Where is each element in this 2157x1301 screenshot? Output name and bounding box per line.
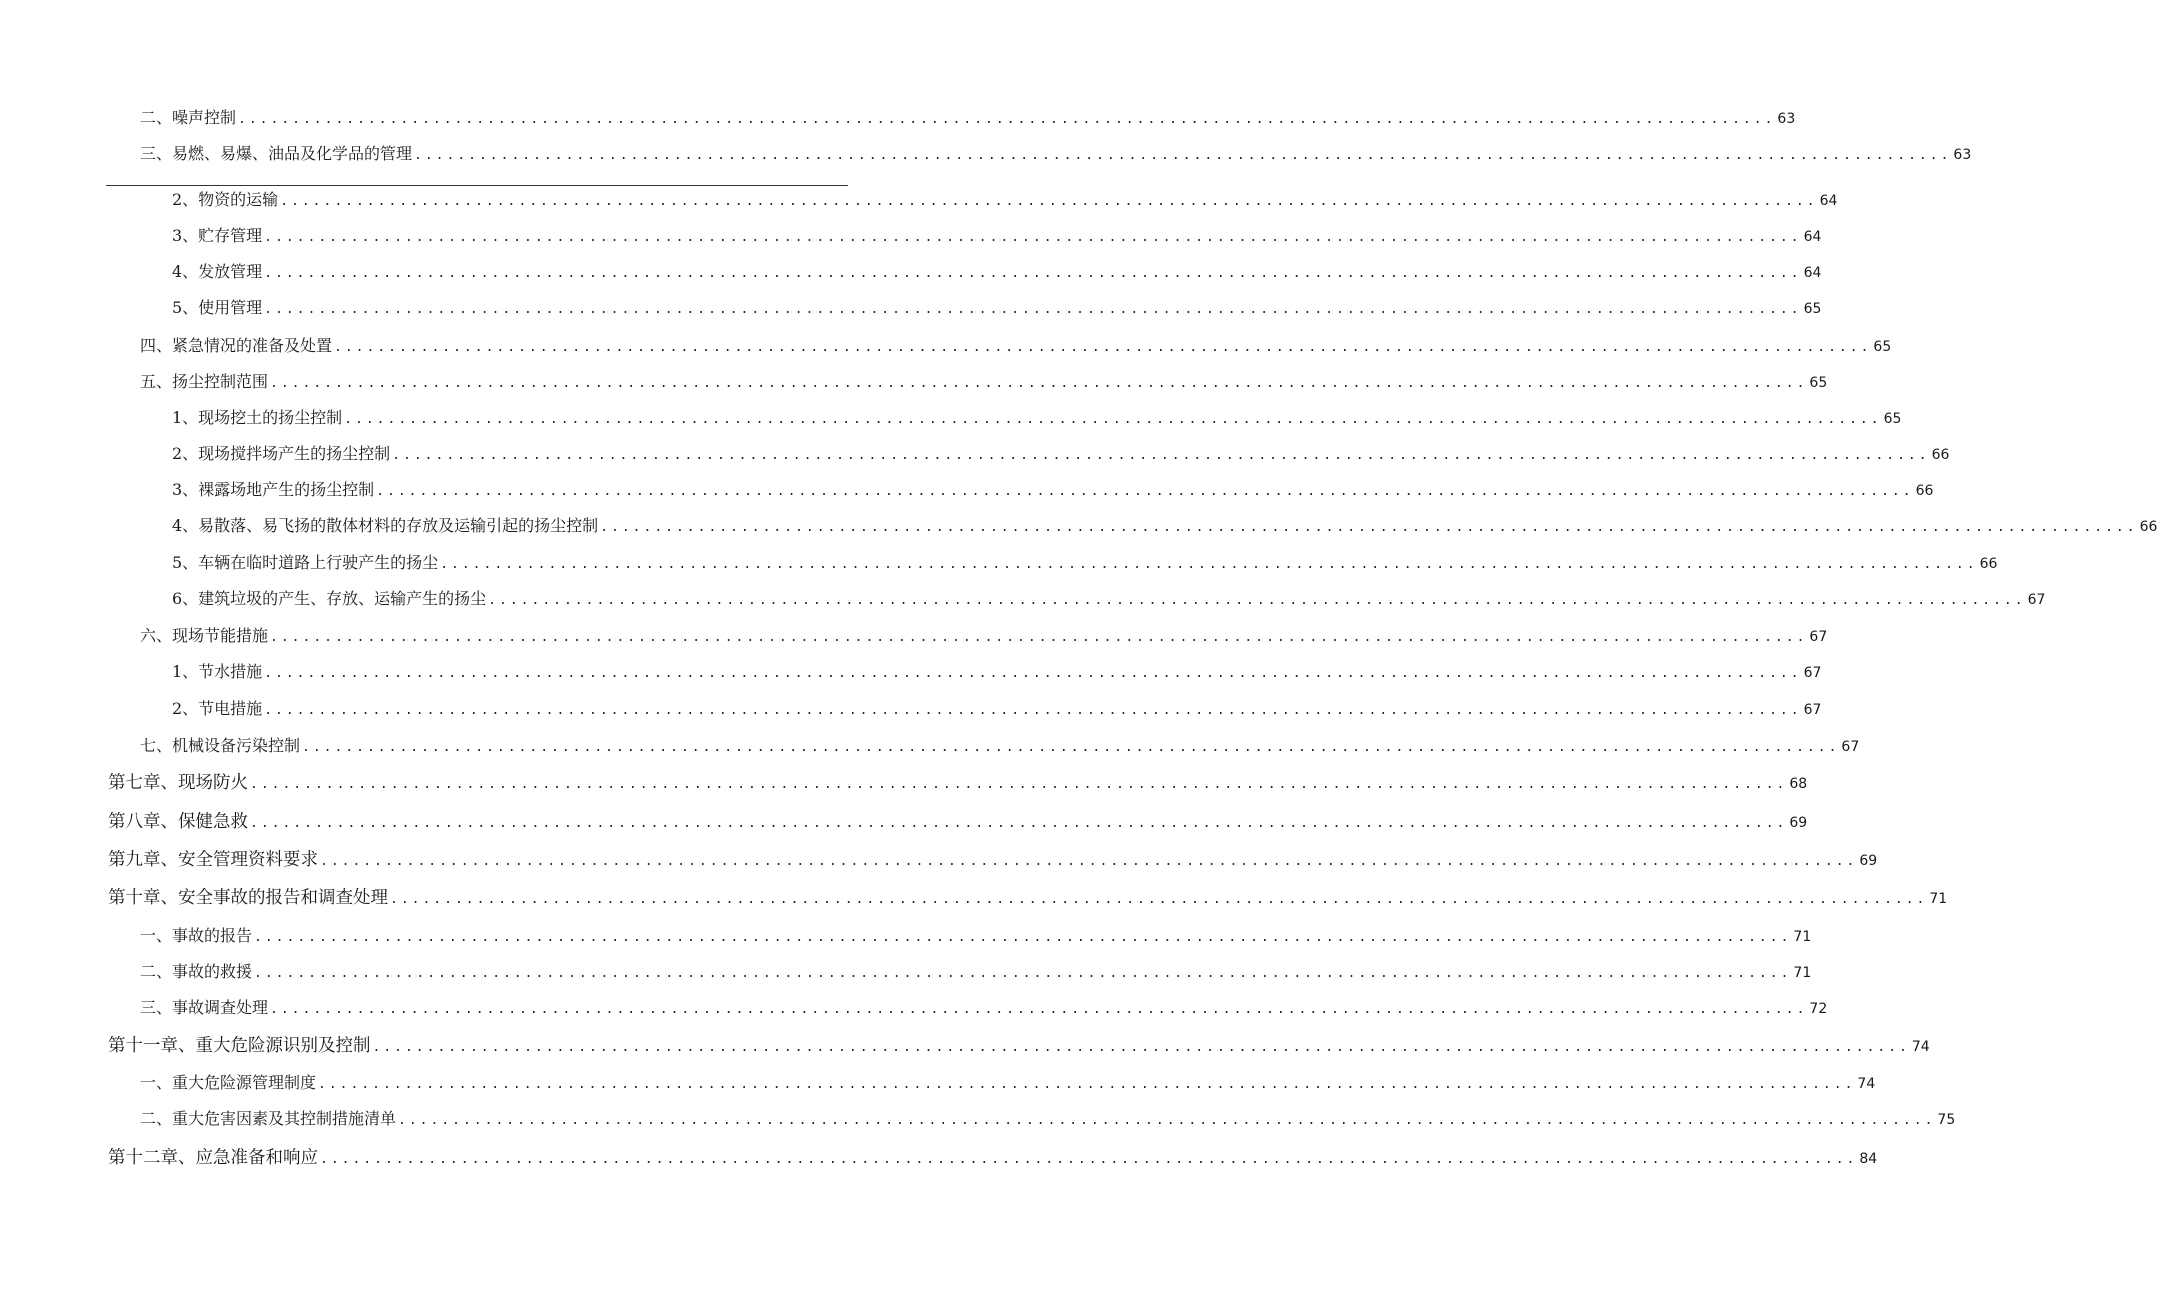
toc-entry-title: 1、节水措施 <box>172 662 263 681</box>
toc-entry-page: 63 <box>1953 147 1972 163</box>
toc-entry-title: 第八章、保健急救 <box>108 812 248 832</box>
toc-leader: .............................................................................................................................................. <box>270 1002 1808 1017</box>
toc-entry[interactable] <box>172 442 1950 466</box>
toc-entry-page: 67 <box>2027 592 2046 608</box>
toc-entry-title: 第十章、安全事故的报告和调查处理 <box>108 888 388 908</box>
toc-entry[interactable] <box>140 370 1828 394</box>
toc-entry[interactable] <box>172 188 1838 212</box>
toc-entry-title: 二、噪声控制 <box>140 108 237 127</box>
toc-leader: .............................................................................................................................................. <box>344 412 1882 427</box>
toc-entry[interactable] <box>172 406 1902 430</box>
toc-entry-page: 74 <box>1911 1039 1930 1055</box>
toc-leader: .............................................................................................................................................. <box>270 630 1808 645</box>
toc-entry-page: 64 <box>1803 265 1822 281</box>
toc-leader: .............................................................................................................................................. <box>318 1077 1856 1092</box>
toc-entry-page: 69 <box>1859 853 1878 869</box>
toc-entry[interactable] <box>140 624 1828 648</box>
toc-entry-title: 一、重大危险源管理制度 <box>140 1073 317 1092</box>
toc-leader: .............................................................................................................................................. <box>334 340 1872 355</box>
toc-leader: .............................................................................................................................................. <box>264 302 1802 317</box>
toc-entry[interactable] <box>108 810 1808 834</box>
toc-entry[interactable] <box>140 334 1892 358</box>
toc-entry-page: 64 <box>1803 229 1822 245</box>
toc-entry-page: 65 <box>1803 301 1822 317</box>
toc-entry[interactable] <box>140 996 1828 1020</box>
toc-entry-page: 64 <box>1819 193 1838 209</box>
toc-leader: .............................................................................................................................................. <box>254 930 1792 945</box>
toc-entry-title: 4、发放管理 <box>172 262 263 281</box>
toc-entry-page: 66 <box>1979 556 1998 572</box>
toc-entry-title: 1、现场挖土的扬尘控制 <box>172 408 343 427</box>
toc-entry-title: 第七章、现场防火 <box>108 773 248 793</box>
toc-entry[interactable] <box>172 224 1822 248</box>
toc-leader: .............................................................................................................................................. <box>280 194 1818 209</box>
toc-entry[interactable] <box>108 848 1878 872</box>
toc-entry[interactable] <box>140 106 1796 130</box>
toc-entry[interactable] <box>172 296 1822 320</box>
toc-entry[interactable] <box>172 587 2046 611</box>
toc-leader: .............................................................................................................................................. <box>320 1152 1858 1167</box>
toc-entry-page: 69 <box>1789 815 1808 831</box>
toc-entry-title: 一、事故的报告 <box>140 926 253 945</box>
toc-entry[interactable] <box>172 551 1998 575</box>
toc-entry-title: 3、贮存管理 <box>172 226 263 245</box>
toc-entry-title: 2、现场搅拌场产生的扬尘控制 <box>172 444 391 463</box>
toc-entry-title: 6、建筑垃圾的产生、存放、运输产生的扬尘 <box>172 589 487 608</box>
toc-entry-page: 71 <box>1793 965 1812 981</box>
toc-leader: .............................................................................................................................................. <box>264 703 1802 718</box>
toc-leader: .............................................................................................................................................. <box>398 1113 1936 1128</box>
toc-entry-title: 4、易散落、易飞扬的散体材料的存放及运输引起的扬尘控制 <box>172 516 599 535</box>
toc-entry-page: 84 <box>1859 1151 1878 1167</box>
toc-entry-title: 七、机械设备污染控制 <box>140 736 301 755</box>
toc-entry-page: 67 <box>1803 665 1822 681</box>
toc-entry-page: 65 <box>1873 339 1892 355</box>
toc-entry[interactable] <box>140 734 1860 758</box>
toc-entry[interactable] <box>172 514 2157 538</box>
toc-entry-title: 5、车辆在临时道路上行驶产生的扬尘 <box>172 553 439 572</box>
toc-leader: .............................................................................................................................................. <box>264 230 1802 245</box>
toc-leader: .............................................................................................................................................. <box>600 520 2138 535</box>
toc-entry-title: 二、重大危害因素及其控制措施清单 <box>140 1109 397 1128</box>
toc-entry-page: 71 <box>1929 891 1948 907</box>
toc-leader: .............................................................................................................................................. <box>488 593 2026 608</box>
toc-entry-title: 四、紧急情况的准备及处置 <box>140 336 333 355</box>
toc-leader: .............................................................................................................................................. <box>392 448 1930 463</box>
divider-line <box>106 185 848 186</box>
toc-leader: .............................................................................................................................................. <box>250 777 1788 792</box>
toc-leader: .............................................................................................................................................. <box>264 666 1802 681</box>
toc-leader: .............................................................................................................................................. <box>376 484 1914 499</box>
toc-entry[interactable] <box>172 260 1822 284</box>
toc-entry-page: 67 <box>1841 739 1860 755</box>
toc-entry-title: 二、事故的救援 <box>140 962 253 981</box>
toc-entry[interactable] <box>108 1034 1930 1058</box>
toc-leader: .............................................................................................................................................. <box>238 112 1776 127</box>
toc-entry-title: 第十一章、重大危险源识别及控制 <box>108 1036 371 1056</box>
toc-entry[interactable] <box>140 1071 1876 1095</box>
toc-entry-title: 第九章、安全管理资料要求 <box>108 850 318 870</box>
toc-leader: .............................................................................................................................................. <box>390 892 1928 907</box>
toc-leader: .............................................................................................................................................. <box>302 740 1840 755</box>
toc-entry-page: 74 <box>1857 1076 1876 1092</box>
toc-entry-page: 71 <box>1793 929 1812 945</box>
toc-entry-title: 5、使用管理 <box>172 298 263 317</box>
toc-leader: .............................................................................................................................................. <box>270 376 1808 391</box>
toc-entry-page: 67 <box>1803 702 1822 718</box>
toc-leader: .............................................................................................................................................. <box>440 557 1978 572</box>
toc-entry-title: 3、裸露场地产生的扬尘控制 <box>172 480 375 499</box>
toc-entry-page: 75 <box>1937 1112 1956 1128</box>
toc-entry-page: 67 <box>1809 629 1828 645</box>
toc-leader: .............................................................................................................................................. <box>320 854 1858 869</box>
toc-entry-page: 66 <box>2139 519 2157 535</box>
toc-entry-page: 66 <box>1931 447 1950 463</box>
toc-entry-title: 三、易燃、易爆、油品及化学品的管理 <box>140 144 413 163</box>
toc-entry-page: 65 <box>1809 375 1828 391</box>
toc-leader: .............................................................................................................................................. <box>414 148 1952 163</box>
toc-entry-title: 第十二章、应急准备和响应 <box>108 1148 318 1168</box>
toc-leader: .............................................................................................................................................. <box>250 816 1788 831</box>
toc-entry[interactable] <box>108 771 1808 795</box>
toc-leader: .............................................................................................................................................. <box>372 1040 1910 1055</box>
toc-entry[interactable] <box>172 697 1822 721</box>
toc-leader: .............................................................................................................................................. <box>254 966 1792 981</box>
toc-entry[interactable] <box>108 1146 1878 1170</box>
toc-entry-title: 2、节电措施 <box>172 699 263 718</box>
toc-entry[interactable] <box>140 142 1972 166</box>
toc-entry[interactable] <box>172 478 1934 502</box>
toc-entry-page: 66 <box>1915 483 1934 499</box>
toc-entry-page: 72 <box>1809 1001 1828 1017</box>
toc-entry[interactable] <box>140 1107 1956 1131</box>
toc-entry-title: 五、扬尘控制范围 <box>140 372 269 391</box>
toc-entry[interactable] <box>140 924 1812 948</box>
toc-entry-title: 三、事故调查处理 <box>140 998 269 1017</box>
toc-leader: .............................................................................................................................................. <box>264 266 1802 281</box>
toc-entry[interactable] <box>108 886 1948 910</box>
toc-entry-page: 68 <box>1789 776 1808 792</box>
toc-entry-page: 65 <box>1883 411 1902 427</box>
toc-entry-title: 六、现场节能措施 <box>140 626 269 645</box>
toc-entry-title: 2、物资的运输 <box>172 190 279 209</box>
toc-entry[interactable] <box>172 660 1822 684</box>
toc-entry[interactable] <box>140 960 1812 984</box>
toc-entry-page: 63 <box>1777 111 1796 127</box>
